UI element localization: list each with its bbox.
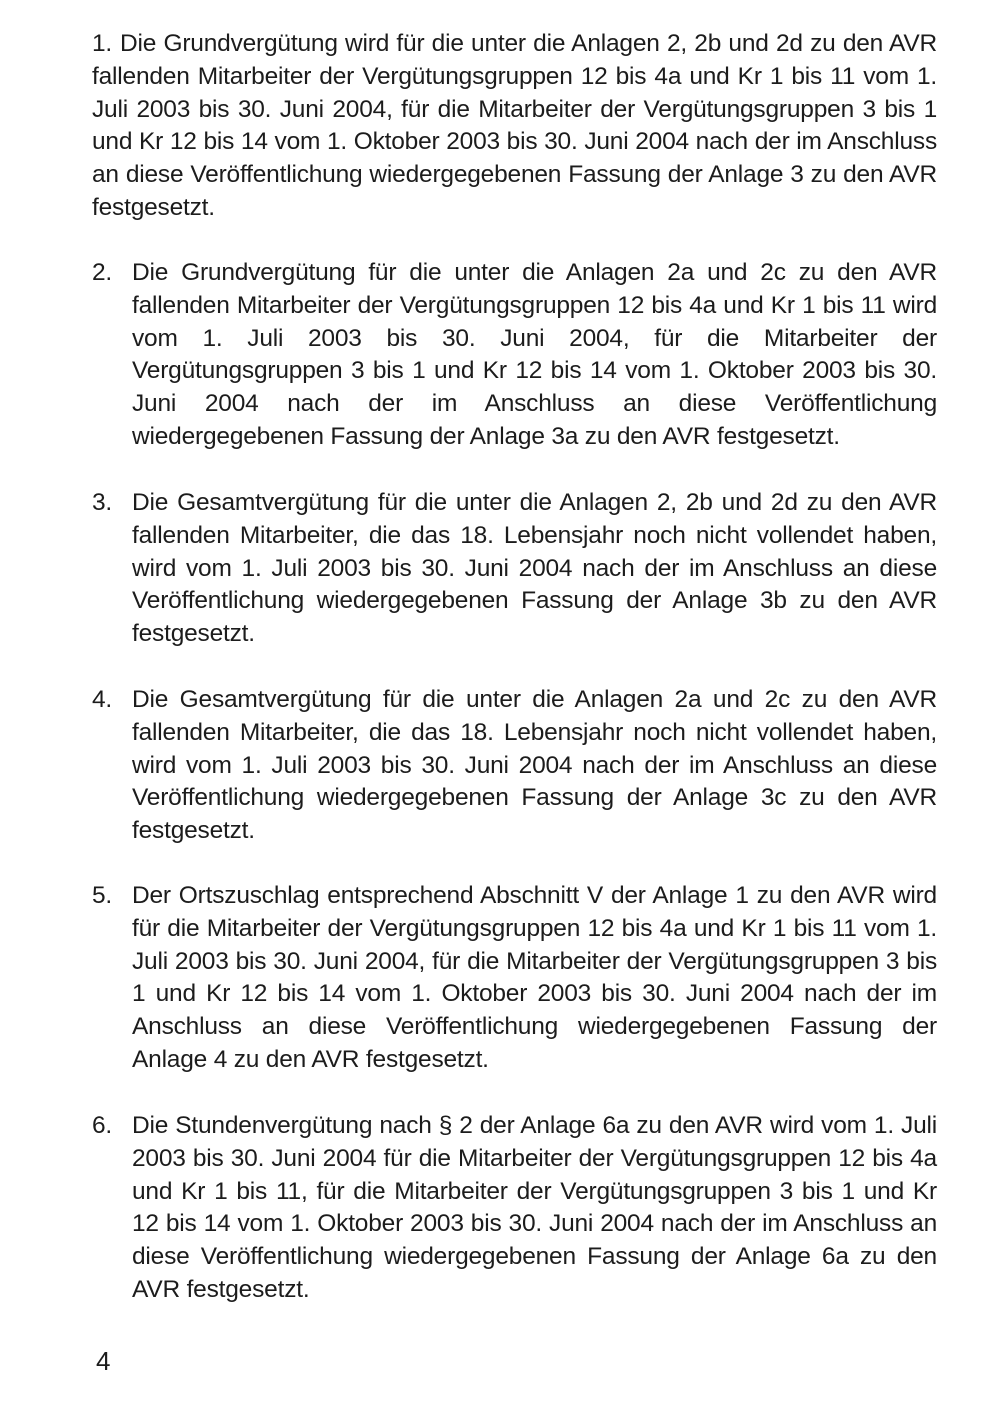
list-item-text: Die Gesamtvergütung für die unter die Anlagen 2a und 2c zu den AVR fallenden Mitarbeiter, die das 18. Lebensjahr noch nicht vollendet haben, wird vom 1. Juli 2003 bis 30. Juni 2004 nach der im Anschluss an diese Veröffentlichung wiedergegebenen Fassung der Anlage 3c zu den AVR festgesetzt. bbox=[132, 686, 937, 845]
list-item-text: Die Gesamtvergütung für die unter die Anlagen 2, 2b und 2d zu den AVR fallenden Mitarbeiter, die das 18. Lebensjahr noch nicht vollendet haben, wird vom 1. Juli 2003 bis 30. Juni 2004 nach der im Anschluss an diese Veröffentlichung wiedergegebenen Fassung der Anlage 3b zu den AVR festgesetzt. bbox=[132, 489, 937, 648]
list-item bbox=[92, 28, 937, 225]
list-item bbox=[92, 257, 937, 454]
list-item bbox=[92, 684, 937, 848]
page-number: 4 bbox=[96, 1346, 111, 1376]
list-item-number: 2. bbox=[92, 259, 113, 286]
list-item-number: 4. bbox=[92, 686, 113, 713]
list-item bbox=[92, 487, 937, 651]
list-item-number: 3. bbox=[92, 489, 113, 516]
list-item-number: 1. bbox=[92, 30, 113, 57]
list-item-number: 6. bbox=[92, 1112, 113, 1139]
list-item-text: Die Grundvergütung wird für die unter die Anlagen 2, 2b und 2d zu den AVR fallenden Mitarbeiter der Vergütungsgruppen 12 bis 4a und Kr 1 bis 11 vom 1. Juli 2003 bis 30. Juni 2004, für die Mitarbeiter der Vergütungsgruppen 3 bis 1 und Kr 12 bis 14 vom 1. Oktober 2003 bis 30. Juni 2004 nach der im Anschluss an diese Veröffentlichung wiedergegebenen Fassung der Anlage 3 zu den AVR festgesetzt. bbox=[92, 30, 937, 221]
list-item-text: Die Stundenvergütung nach § 2 der Anlage 6a zu den AVR wird vom 1. Juli 2003 bis 30. Juni 2004 für die Mitarbeiter der Vergütungsgruppen 12 bis 4a und Kr 1 bis 11, für die Mitarbeiter der Vergütungsgruppen 3 bis 1 und Kr 12 bis 14 vom 1. Oktober 2003 bis 30. Juni 2004 nach der im Anschluss an diese Veröffentlichung wiedergegebenen Fassung der Anlage 6a zu den AVR festgesetzt. bbox=[132, 1112, 937, 1303]
list-item-number: 5. bbox=[92, 882, 113, 909]
list-item-text: Die Grundvergütung für die unter die Anlagen 2a und 2c zu den AVR fallenden Mitarbeiter der Vergütungsgruppen 12 bis 4a und Kr 1 bis 11 wird vom 1. Juli 2003 bis 30. Juni 2004, für die Mitarbeiter der Vergütungsgruppen 3 bis 1 und Kr 12 bis 14 vom 1. Oktober 2003 bis 30. Juni 2004 nach der im Anschluss an diese Veröffentlichung wiedergegebenen Fassung der Anlage 3a zu den AVR festgesetzt. bbox=[132, 259, 937, 450]
list-item-text: Der Ortszuschlag entsprechend Abschnitt V der Anlage 1 zu den AVR wird für die Mitarbeiter der Vergütungsgruppen 12 bis 4a und Kr 1 bis 11 vom 1. Juli 2003 bis 30. Juni 2004, für die Mitarbeiter der Vergütungsgruppen 3 bis 1 und Kr 12 bis 14 vom 1. Oktober 2003 bis 30. Juni 2004 nach der im Anschluss an diese Veröffentlichung wiedergegebenen Fassung der Anlage 4 zu den AVR festgesetzt. bbox=[132, 882, 937, 1073]
list-item bbox=[92, 1110, 937, 1307]
list-item bbox=[92, 880, 937, 1077]
